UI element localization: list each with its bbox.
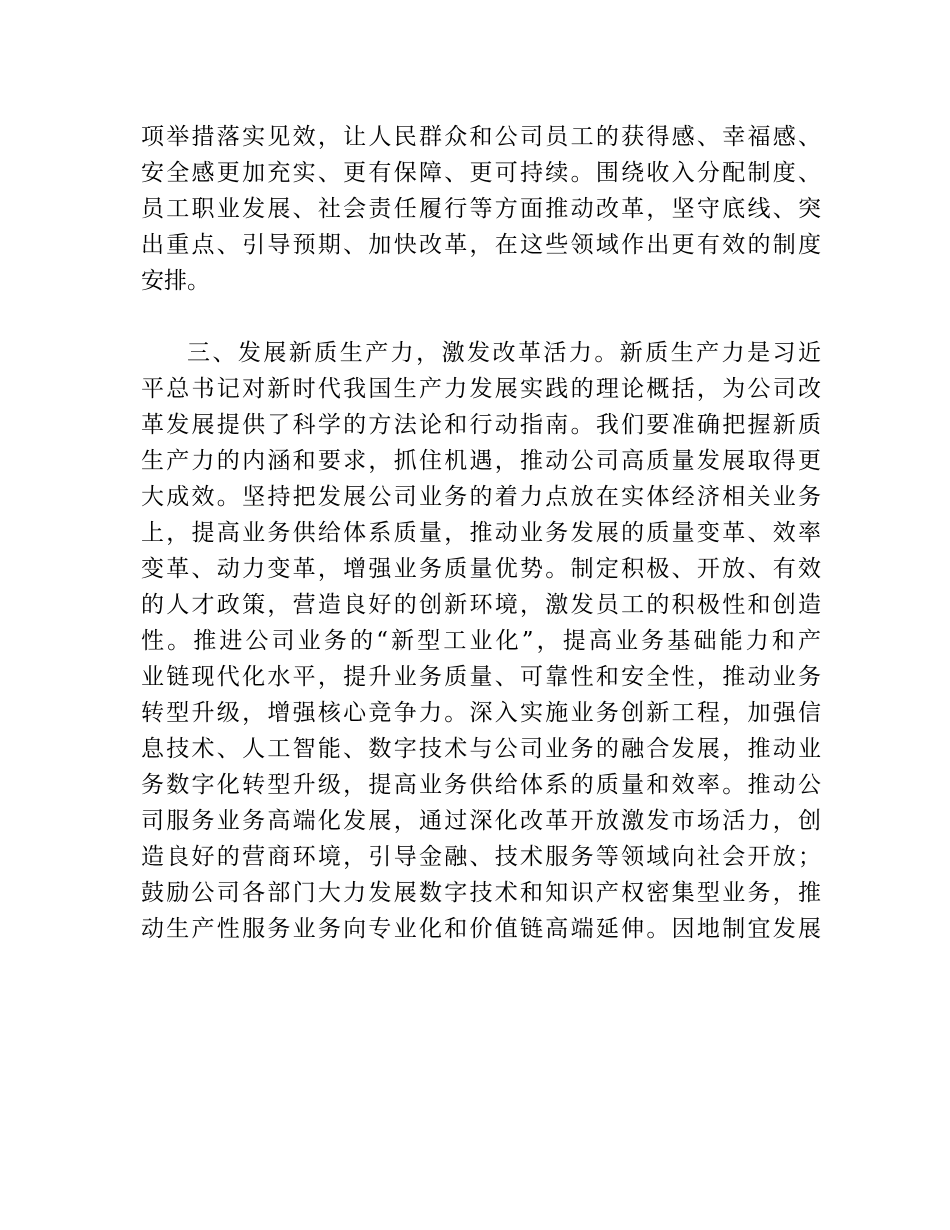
text-line: 革发展提供了科学的方法论和行动指南。我们要准确把握新质	[141, 412, 821, 438]
text-line: 员工职业发展、社会责任履行等方面推动改革，坚守底线、突	[141, 196, 821, 222]
text-line: 鼓励公司各部门大力发展数字技术和知识产权密集型业务，推	[141, 880, 821, 906]
text-line: 司服务业务高端化发展，通过深化改革开放激发市场活力，创	[141, 808, 821, 834]
text-line: 生产力的内涵和要求，抓住机遇，推动公司高质量发展取得更	[141, 448, 821, 474]
text-line: 业链现代化水平，提升业务质量、可靠性和安全性，推动业务	[141, 664, 821, 690]
text-line: 的人才政策，营造良好的创新环境，激发员工的积极性和创造	[141, 592, 821, 618]
text-line: 大成效。坚持把发展公司业务的着力点放在实体经济相关业务	[141, 484, 821, 510]
text-line: 出重点、引导预期、加快改革，在这些领域作出更有效的制度	[141, 232, 821, 258]
text-line: 造良好的营商环境，引导金融、技术服务等领域向社会开放；	[141, 844, 821, 870]
text-line: 项举措落实见效，让人民群众和公司员工的获得感、幸福感、	[141, 124, 821, 150]
text-line: 安排。	[141, 268, 210, 294]
text-line: 上，提高业务供给体系质量，推动业务发展的质量变革、效率	[141, 520, 821, 546]
text-line: 息技术、人工智能、数字技术与公司业务的融合发展，推动业	[141, 736, 821, 762]
text-line: 性。推进公司业务的“新型工业化”，提高业务基础能力和产	[141, 628, 821, 654]
text-line: 务数字化转型升级，提高业务供给体系的质量和效率。推动公	[141, 772, 821, 798]
text-line: 转型升级，增强核心竞争力。深入实施业务创新工程，加强信	[141, 700, 821, 726]
text-line: 三、发展新质生产力，激发改革活力。新质生产力是习近	[187, 340, 821, 366]
text-line: 平总书记对新时代我国生产力发展实践的理论概括，为公司改	[141, 376, 821, 402]
text-line: 安全感更加充实、更有保障、更可持续。围绕收入分配制度、	[141, 160, 821, 186]
text-line: 变革、动力变革，增强业务质量优势。制定积极、开放、有效	[141, 556, 821, 582]
text-line: 动生产性服务业务向专业化和价值链高端延伸。因地制宜发展	[141, 916, 821, 942]
paragraph-section-three	[141, 335, 821, 947]
paragraph-continuation	[141, 119, 821, 299]
